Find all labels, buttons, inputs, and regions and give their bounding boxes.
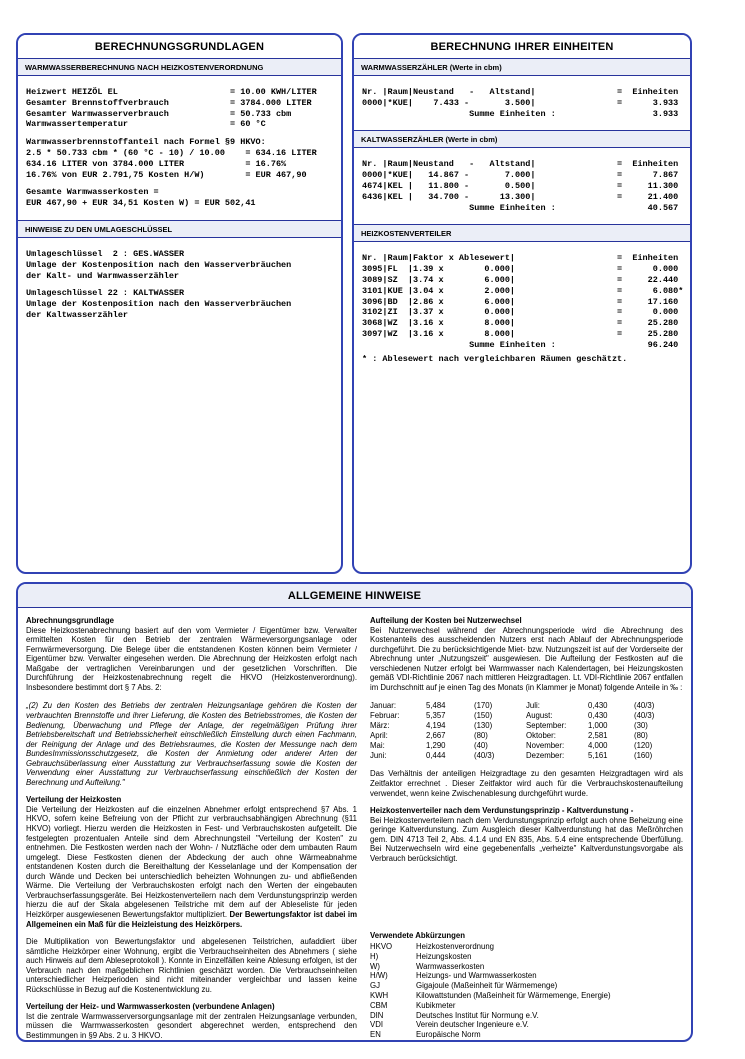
calc-line: 634.16 LITER von 3784.000 LITER = 16.76%: [26, 158, 287, 169]
paragraph-multiplikation: Die Multiplikation von Bewertungsfaktor und abgelesenen Teilstrichen, aufaddiert über sämtliche Heizkörper einer Wohnung, ergibt die Verbrauchseinheiten des Abnehmers ( siehe auch Hinweis auf dem Ableseprotokoll ). Konnte in Einzelfällen keine Ablesung erfolgen, ist der Verbrauch nach den maßgeblichen Richtlinien geschätzt worden. Die Verbrauchseinheiten unterschiedlicher Heizperioden sind nicht miteinander vergleichbar und lassen keine Rückschlüsse in Bezug auf die Kostenentwicklung zu.: [26, 937, 357, 994]
heizkostenverteiler-table: [354, 253, 690, 350]
abbreviation-row: H/W) Heizungs- und Warmwasserkosten: [370, 971, 537, 981]
panel-berechnungsgrundlagen: [16, 33, 343, 574]
calc-line: Warmwassertemperatur = 60 °C: [26, 119, 266, 130]
paragraph-verteilung-heizkosten: [26, 805, 357, 929]
heading-verteilung-heizkosten: Verteilung der Heizkosten: [26, 795, 122, 805]
meter-row: Nr. |Raum|Neustand - Altstand| = Einheiten: [362, 159, 679, 170]
calc-line: 16.76% von EUR 2.791,75 Kosten H/W) = EUR 467,90: [26, 169, 307, 180]
estimated-reading-footnote: * : Ablesewert nach vergleichbaren Räumen geschätzt.: [362, 353, 628, 364]
meter-row: 0000|*KUE| 7.433 - 3.500| = 3.933: [362, 97, 679, 108]
calc-line: EUR 467,90 + EUR 34,51 Kosten W) = EUR 502,41: [26, 198, 256, 209]
calc-line: Gesamter Brennstoffverbrauch = 3784.000 LITER: [26, 97, 312, 108]
heading-abrechnungsgrundlage: Abrechnungsgrundlage: [26, 616, 114, 625]
abbreviation-row: GJ Gigajoule (Maßeinheit für Wärmemenge): [370, 981, 558, 991]
abbreviations-table: [370, 942, 683, 1040]
month-row: April: 2,667 (80) Oktober: 2,581 (80): [370, 731, 648, 741]
section-header-heizkostenverteiler: HEIZKOSTENVERTEILER: [354, 224, 690, 242]
meter-row: 3101|KUE |3.04 x 2.000| = 6.080*: [362, 285, 684, 296]
paragraph-hkvo-zitat: „(2) Zu den Kosten des Betriebs der zentralen Heizungsanlage gehören die Kosten der verbrauchten Brennstoffe und ihrer Lieferung, die Kosten des Betriebsstromes, die Kosten der Bedienung, Überwachung und Pflege der Anlage, der regelmäßigen Prüfung ihrer Betriebsbereitschaft und Betriebssicherheit einschließlich Einstellung durch einen Fachmann, der Reinigung der Anlage und des Betriebsraumes, die Kosten der Messunge nach dem BundesImmissionsschutzgesetz, die Kosten der Anmietung oder anderer Arten der Gebrauchsüberlassung einer Ausstattung zur Verbrauchserfassung sowie die Kosten der Verwendung einer Ausstattung zur Verbrauchserfassung einschließlich der Kosten der Berechnung und Aufteilung.": [26, 701, 357, 787]
paragraph-nutzerwechsel: Bei Nutzerwechsel während der Abrechnungsperiode wird die Abrechnung des Kostenanteils des ausscheidenden Nutzers erst nach Ablauf der Abrechnungsperiode durchgeführt. Die zu berücksichtigende Miet- bzw. Nutzungszeit ist auf der Vorderseite der Abrechnung unter „Nutzungszeit" ausgewiesen. Die Aufteilung der Festkosten auf die verschiedenen Nutzer erfolgt bei Warmwasser nach Kalendertagen, bei Heizungskosten gemäß VDI-Richtlinie 2067 nach mittleren Heizgradtagen. Lt. VDI-Richtlinie 2067 entfallen im Durchschnitt auf je einen Tag des Monats (in Klammer je Monat) folgende Anteile in ‰ :: [370, 625, 683, 692]
panel-berechnung-einheiten: [352, 33, 692, 574]
calc-line: Umlageschlüssel 2 : GES.WASSER: [26, 248, 185, 259]
meter-row: Nr. |Raum|Faktor x Ablesewert| = Einheiten: [362, 253, 679, 264]
hinweise-column-left: [26, 616, 357, 1042]
meter-row: Summe Einheiten : 40.567: [362, 202, 679, 213]
paragraph-zeitfaktor: Das Verhältnis der anteiligen Heizgradtage zu den gesamten Heizgradtagen wird als Zeitfaktor errechnet . Dieser Zeitfaktor wird auch für die Verbrauchskostenaufteilung verwendet, wenn keine Zwischenablesung durchgeführt wurde.: [370, 769, 683, 798]
abbreviation-row: DIN Deutsches Institut für Normung e.V.: [370, 1010, 539, 1020]
meter-row: 3096|BD |2.86 x 6.000| = 17.160: [362, 296, 679, 307]
panel-allgemeine-hinweise: [16, 582, 693, 1042]
calc-line: der Kaltwasserzähler: [26, 309, 129, 320]
month-row: Juni: 0,444 (40/3) Dezember: 5,161 (160): [370, 751, 653, 761]
calc-line: Gesamte Warmwasserkosten =: [26, 187, 159, 198]
abbreviations-block: [370, 931, 683, 1040]
umlageschluessel-22-block: [18, 288, 341, 320]
paragraph-bewertungsfaktor-bold: Der Bewertungsfaktor ist dabei im Allgemeinen ein Maß für die Heizleistung des Heizkörpers.: [26, 909, 357, 929]
paragraph-verbundene-anlagen: Ist die zentrale Warmwasserversorgungsanlage mit der zentralen Heizungsanlage verbunden, müssen die Warmwasserkosten gesondert abgerechnet werden, entsprechend den Bestimmungen in §9 Abs. 2 u. 3 HKVO.: [26, 1011, 357, 1041]
panel-title-berechnung-einheiten: BERECHNUNG IHRER EINHEITEN: [354, 35, 690, 59]
hinweise-columns: [18, 608, 691, 1042]
abbreviation-row: HKVO Heizkostenverordnung: [370, 941, 495, 951]
panel-title-allgemeine-hinweise: ALLGEMEINE HINWEISE: [18, 584, 691, 608]
calc-line: Umlage der Kostenposition nach den Wasserverbräuchen: [26, 259, 292, 270]
section-header-warmwasserberechnung: WARMWASSERBERECHNUNG NACH HEIZKOSTENVERORDNUNG: [18, 59, 341, 76]
meter-row: 4674|KEL | 11.800 - 0.500| = 11.300: [362, 180, 679, 191]
calc-line: Heizwert HEIZÖL EL = 10.00 KWH/LITER: [26, 87, 317, 97]
heading-abkuerzungen: Verwendete Abkürzungen: [370, 931, 466, 941]
meter-row: 3089|SZ |3.74 x 6.000| = 22.440: [362, 274, 679, 285]
abbreviation-row: H) Heizungskosten: [370, 951, 472, 961]
meter-row: 3097|WZ |3.16 x 8.000| = 25.280: [362, 328, 679, 339]
warmwasser-gesamtkosten-block: [18, 187, 341, 209]
abbreviation-row: W) Warmwasserkosten: [370, 961, 485, 971]
calc-line: Gesamter Warmwasserverbrauch = 50.733 cbm: [26, 108, 292, 119]
meter-row: Nr. |Raum|Neustand - Altstand| = Einheiten: [362, 87, 679, 97]
calc-line: Umlageschlüssel 22 : KALTWASSER: [26, 288, 185, 299]
month-row: Januar: 5,484 (170) Juli: 0,430 (40/3): [370, 701, 655, 711]
abbreviation-row: CBM Kubikmeter: [370, 1000, 456, 1010]
month-row: März: 4,194 (130) September: 1,000 (30): [370, 721, 648, 731]
meter-row: Summe Einheiten : 96.240: [362, 339, 679, 350]
paragraph-abrechnungsgrundlage: Diese Heizkostenabrechnung basiert auf den vom Vermieter / Eigentümer bzw. Verwalter ermittelten Kosten für den Betrieb der zentralen Wärmeversorgungsanlage oder Fernwärmeversorgung. Die Belege über die entstandenen Kosten können beim Vermieter / Eigentümer bzw. Verwalter eingesehen werden. Die Abrechnung der Heizkosten erfolgt nach Maßgabe der vertraglichen Vereinbarungen und der gesetzlichen Vorschriften. Die Durchführung der Heizkostenabrechnung regelt die HKVO (Heizkostenverordnung). Insbesondere bestimmt dort § 7 Abs. 2:: [26, 625, 357, 692]
section-header-kaltwasserzaehler: KALTWASSERZÄHLER (Werte in cbm): [354, 130, 690, 148]
warmwasser-formel-block: [18, 137, 341, 180]
heading-verbundene-anlagen: Verteilung der Heiz- und Warmwasserkosten (verbundene Anlagen): [26, 1002, 275, 1012]
heizkostenverteiler-footnote-wrap: [354, 354, 690, 365]
calc-line: der Kalt- und Warmwasserzähler: [26, 270, 180, 281]
heading-kaltverdunstung: Heizkostenverteiler nach dem Verdunstungsprinzip - Kaltverdunstung -: [370, 806, 634, 816]
meter-row: Summe Einheiten : 3.933: [362, 108, 679, 119]
hinweise-column-right: [370, 616, 683, 1042]
section-header-umlageschluessel: HINWEISE ZU DEN UMLAGESCHLÜSSEL: [18, 220, 341, 238]
warmwasserzaehler-table: [354, 87, 690, 119]
paragraph-kaltverdunstung: Bei Heizkostenverteilern nach dem Verdunstungsprinzip erfolgt auch ohne Beheizung eine geringe Kaltverdunstung. Zum Ausgleich dieser Kaltverdunstung hat das Meßröhrchen gem. DIN 4713 Teil 2, Abs. 4.1.4 und EN 835, Abs. 5.4 eine entsprechende Überfüllung. Bei Nutzerwechseln wird eine gegebenenfalls „verheizte" Kaltverdunstungsvorgabe als Verbrauch berücksichtigt.: [370, 815, 683, 863]
kaltwasserzaehler-table: [354, 159, 690, 213]
panel-title-berechnungsgrundlagen: BERECHNUNGSGRUNDLAGEN: [18, 35, 341, 59]
section-header-warmwasserzaehler: WARMWASSERZÄHLER (Werte in cbm): [354, 59, 690, 76]
meter-row: 3095|FL |1.39 x 0.000| = 0.000: [362, 264, 679, 275]
calc-line: Warmwasserbrennstoffanteil nach Formel §9 HKVO:: [26, 137, 266, 148]
meter-row: 3102|ZI |3.37 x 0.000| = 0.000: [362, 307, 679, 318]
meter-row: 3068|WZ |3.16 x 8.000| = 25.280: [362, 318, 679, 329]
abbreviation-row: EN Europäische Norm: [370, 1030, 481, 1040]
heizgradtage-month-table: [370, 701, 683, 761]
calc-line: Umlage der Kostenposition nach den Wasserverbräuchen: [26, 299, 292, 310]
paragraph-verteilung-heizkosten-text: Die Verteilung der Heizkosten auf die einzelnen Abnehmer erfolgt entsprechend §7 Abs. 1 HKVO, sofern keine Befreiung von der Pflicht zur verbrauchsabhängigen Abrechnung (§11 HKVO) vorliegt. Hierzu werden die Heizkosten in Fest- und Verbrauchskosten aufgeteilt. Die festgelegten prozentualen Anteile sind dem Abrechnungsteil "Verteilung der Kosten" zu entnehmen. Die Festkosten werden nach der Wohn- / Nutzfläche oder dem umbauten Raum umgelegt. Diese Festkosten dienen der Abdeckung der auch ohne Wärmeabnahme entstandenen Kosten durch die Bereithaltung der Kesselanlage und der Kompensation der durch Wände und Decken bei unterschiedlich beheizten Wohnungen zu- und abfließenden Wärme. Die Verteilung der Verbrauchskosten erfolgt nach den Werten der eingebauten Verbrauchserfassungsgeräte. Bei Heizkostenverteilern nach dem Verdunstungsprinzip werden hierzu die auf der Skala abgelesenen Teilstriche mit dem auf der Ableseliste für jeden Heizkörper ausgewiesenen Bewertungsfaktor multipliziert.: [26, 804, 357, 919]
warmwasser-basisdaten-block: [18, 87, 341, 130]
month-row: Februar: 5,357 (150) August: 0,430 (40/3): [370, 711, 655, 721]
month-row: Mai: 1,290 (40) November: 4,000 (120): [370, 741, 653, 751]
umlageschluessel-2-block: [18, 249, 341, 281]
calc-line: 2.5 * 50.733 cbm * (60 °C - 10) / 10.00 = 634.16 LITER: [26, 147, 317, 158]
meter-row: 0000|*KUE| 14.867 - 7.000| = 7.867: [362, 170, 679, 181]
heading-nutzerwechsel: Aufteilung der Kosten bei Nutzerwechsel: [370, 616, 522, 625]
abbreviation-row: KWH Kilowattstunden (Maßeinheit für Wärmemenge, Energie): [370, 990, 611, 1000]
meter-row: 6436|KEL | 34.700 - 13.300| = 21.400: [362, 191, 679, 202]
abbreviation-row: VDI Verein deutscher Ingenieure e.V.: [370, 1020, 529, 1030]
